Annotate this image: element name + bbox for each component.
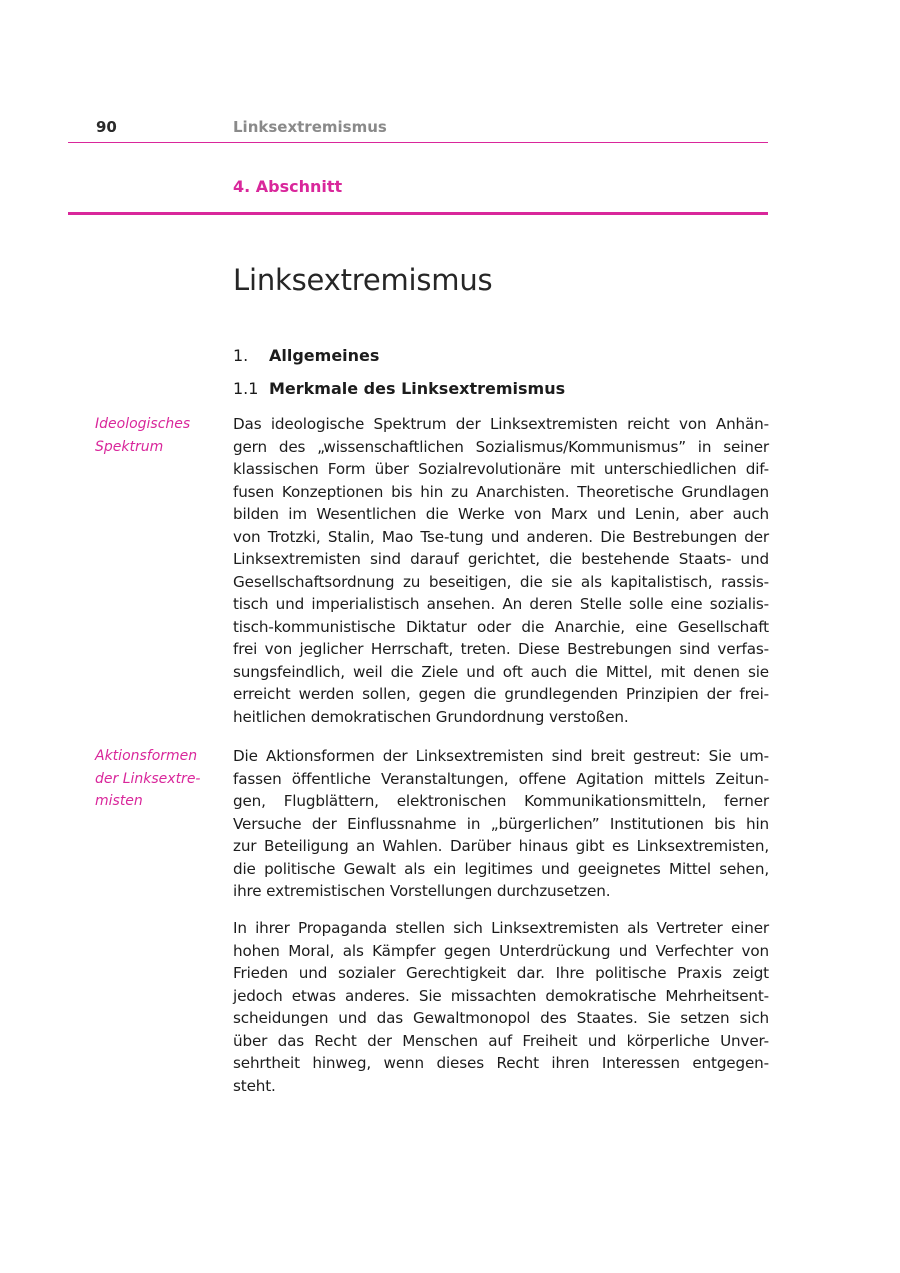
- paragraph-line: die politische Gewalt als ein legitimes und geeignetes Mittel sehen,: [233, 859, 769, 878]
- running-header: [68, 116, 768, 143]
- paragraph-line: von Trotzki, Stalin, Mao Tse-tung und anderen. Die Bestrebungen der: [233, 527, 769, 546]
- paragraph-line: gern des „wissenschaftlichen Sozialismus/Kommunismus” in seiner: [233, 437, 769, 456]
- margin-note-ideologisches-spektrum: [95, 413, 215, 458]
- paragraph-line: fassen öffentliche Veranstaltungen, offene Agitation mittels Zeitun-: [233, 769, 769, 788]
- paragraph-line: Linksextremisten sind darauf gerichtet, die bestehende Staats- und: [233, 550, 769, 568]
- page-number: 90: [96, 118, 117, 136]
- paragraph-line: scheidungen und das Gewaltmonopol des Staates. Sie setzen sich: [233, 1009, 769, 1027]
- margin-note-line: Ideologisches: [95, 416, 191, 432]
- subheading-merkmale: [233, 379, 565, 398]
- paragraph-line: jedoch etwas anderes. Sie missachten demokratische Mehrheitsent-: [233, 986, 769, 1005]
- running-title: Linksextremismus: [233, 118, 387, 136]
- margin-note-aktionsformen: [95, 745, 215, 813]
- paragraph-line: erreicht werden sollen, gegen die grundlegenden Prinzipien der frei-: [233, 685, 769, 703]
- paragraph-line: tisch-kommunistische Diktatur oder die Anarchie, eine Gesellschaft: [233, 617, 769, 636]
- paragraph-line: Die Aktionsformen der Linksextremisten sind breit gestreut: Sie um-: [233, 747, 769, 765]
- section-label: 4. Abschnitt: [233, 177, 343, 196]
- paragraph-line: ihre extremistischen Vorstellungen durchzusetzen.: [233, 882, 611, 900]
- paragraph-line: sehrtheit hinweg, wenn dieses Recht ihren Interessen entgegen-: [233, 1054, 769, 1072]
- margin-note-line: Spektrum: [95, 438, 164, 455]
- paragraph-line: zur Beteiligung an Wahlen. Darüber hinaus gibt es Linksextremisten,: [233, 837, 769, 855]
- paragraph-line: Versuche der Einflussnahme in „bürgerlichen” Institutionen bis hin: [233, 814, 769, 833]
- paragraph-line: bilden im Wesentlichen die Werke von Marx und Lenin, aber auch: [233, 505, 769, 523]
- section-divider: [68, 212, 768, 215]
- paragraph-line: fusen Konzeptionen bis hin zu Anarchisten. Theoretische Grundlagen: [233, 482, 769, 501]
- paragraph-ideologisches-spektrum: [233, 413, 769, 728]
- heading-text: Merkmale des Linksextremismus: [269, 379, 566, 398]
- paragraph-line: Das ideologische Spektrum der Linksextremisten reicht von Anhän-: [233, 415, 769, 433]
- paragraph-line: klassischen Form über Sozialrevolutionäre mit unterschiedlichen dif-: [233, 460, 769, 478]
- margin-note-line: der Linksextre-: [95, 770, 201, 787]
- margin-note-line: misten: [95, 793, 143, 809]
- chapter-title: Linksextremismus: [233, 263, 493, 297]
- heading-allgemeines: [233, 346, 379, 365]
- heading-text: Allgemeines: [269, 346, 380, 365]
- paragraph-line: Gesellschaftsordnung zu beseitigen, die sie als kapitalistisch, rassis-: [233, 572, 769, 591]
- paragraph-line: Frieden und sozialer Gerechtigkeit dar. Ihre politische Praxis zeigt: [233, 964, 769, 982]
- paragraph-line: über das Recht der Menschen auf Freiheit und körperliche Unver-: [233, 1031, 769, 1050]
- paragraph-propaganda: [233, 917, 769, 1097]
- paragraph-line: gen, Flugblättern, elektronischen Kommunikationsmitteln, ferner: [233, 792, 769, 810]
- paragraph-aktionsformen: [233, 745, 769, 903]
- margin-note-line: Aktionsformen: [95, 748, 198, 764]
- paragraph-line: steht.: [233, 1076, 276, 1095]
- paragraph-line: frei von jeglicher Herrschaft, treten. Diese Bestrebungen sind verfas-: [233, 640, 769, 658]
- paragraph-line: tisch und imperialistisch ansehen. An deren Stelle solle eine sozialis-: [233, 595, 769, 613]
- paragraph-line: sungsfeindlich, weil die Ziele und oft auch die Mittel, mit denen sie: [233, 662, 769, 681]
- paragraph-line: hohen Moral, als Kämpfer gegen Unterdrückung und Verfechter von: [233, 941, 769, 960]
- heading-number: 1.1: [233, 379, 259, 398]
- paragraph-line: In ihrer Propaganda stellen sich Linksextremisten als Vertreter einer: [233, 919, 769, 937]
- paragraph-line: heitlichen demokratischen Grundordnung verstoßen.: [233, 707, 629, 726]
- heading-number: 1.: [233, 346, 249, 365]
